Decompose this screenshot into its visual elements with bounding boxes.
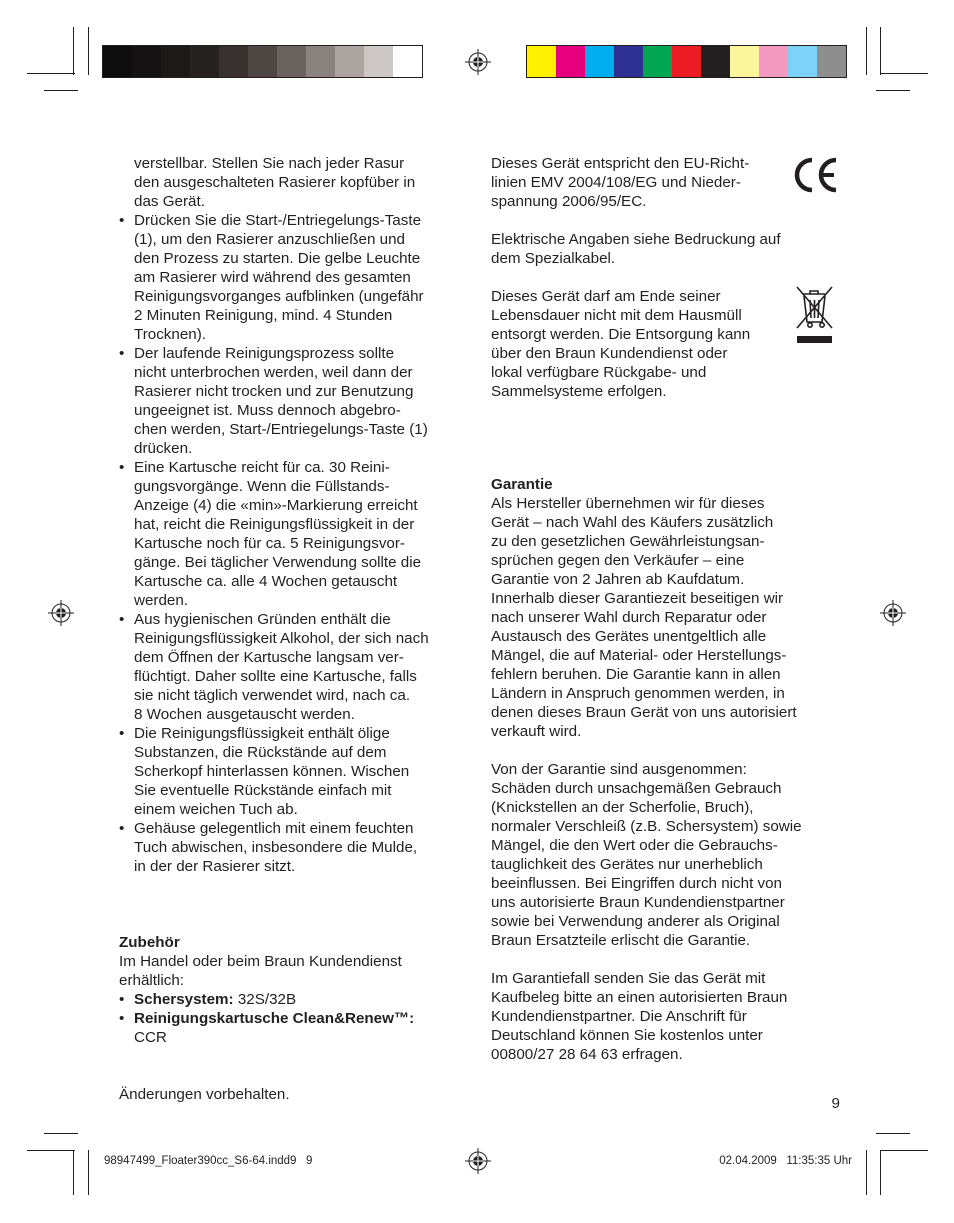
garantie-exclusions-paragraph [491, 760, 841, 950]
list-item [119, 819, 469, 876]
text-line: Im Garantiefall senden Sie das Gerät mit [491, 970, 766, 987]
garantie-paragraph [491, 494, 841, 741]
color-swatch [730, 46, 759, 77]
color-swatch [643, 46, 672, 77]
text-line: gänge. Bei täglicher Verwendung sollte die [134, 554, 422, 571]
crop-mark [880, 73, 928, 74]
text-line: den ausgeschalteten Rasierer kopfüber in [134, 174, 416, 191]
registration-mark-icon [880, 600, 906, 626]
registration-mark-icon [465, 1148, 491, 1174]
text-line: nach unserer Wahl durch Reparatur oder [491, 609, 767, 626]
accessory-label: • Reinigungskartusche Clean&Renew™: [134, 1010, 415, 1027]
text-line: Kaufbeleg bitte an einen autorisierten Braun [491, 989, 788, 1006]
text-line: drücken. [134, 440, 193, 457]
text-line: über den Braun Kundendienst oder [491, 345, 728, 362]
gray-swatch [190, 46, 219, 77]
text-line: gungsvorgänge. Wenn die Füllstands- [134, 478, 390, 495]
text-line: Austausch des Gerätes unentgeltlich alle [491, 628, 767, 645]
text-line: 8 Wochen ausgetauscht werden. [134, 706, 355, 723]
crop-mark [73, 1150, 74, 1195]
registration-mark-icon [48, 600, 74, 626]
gray-swatch [393, 46, 422, 77]
text-line: Reinigungsflüssigkeit Alkohol, der sich nach [134, 630, 429, 647]
text-line: nicht unterbrochen werden, weil dann der [134, 364, 413, 381]
text-line: 2 Minuten Reinigung, mind. 4 Stunden [134, 307, 393, 324]
page-number: 9 [831, 1095, 840, 1112]
gray-swatch [335, 46, 364, 77]
text-line: Elektrische Angaben siehe Bedruckung auf [491, 231, 781, 248]
garantie-section [491, 475, 841, 1064]
list-item [119, 990, 469, 1009]
crossed-out-bin-icon [794, 284, 836, 346]
crop-mark [88, 27, 89, 75]
text-line: entsorgt werden. Die Entsorgung kann [491, 326, 751, 343]
crop-mark [876, 90, 910, 91]
color-swatch [527, 46, 556, 77]
color-swatch [672, 46, 701, 77]
text-line: Mängel, die den Wert oder die Gebrauchs- [491, 837, 778, 854]
text-line: das Gerät. [134, 193, 205, 210]
text-line: (1), um den Rasierer anzuschließen und [134, 231, 405, 248]
text-line: den Prozess zu starten. Die gelbe Leuchte [134, 250, 421, 267]
section-heading-garantie: Garantie [491, 476, 553, 493]
text-line: • Der laufende Reinigungsprozess sollte [134, 345, 395, 362]
list-item [119, 344, 469, 458]
text-line: • Aus hygienischen Gründen enthält die [134, 611, 391, 628]
gray-swatch [277, 46, 306, 77]
color-swatch [788, 46, 817, 77]
text-line: dem Öffnen der Kartusche langsam ver- [134, 649, 404, 666]
text-line: Garantie von 2 Jahren ab Kaufdatum. [491, 571, 745, 588]
color-swatch [701, 46, 730, 77]
text-line: sprüchen gegen den Verkäufer – eine [491, 552, 745, 569]
text-line: am Rasierer wird während des gesamten [134, 269, 411, 286]
text-line: tauglichkeit des Gerätes nur unerheblich [491, 856, 763, 873]
text-line: Dieses Gerät darf am Ende seiner [491, 288, 721, 305]
text-line: Als Hersteller übernehmen wir für dieses [491, 495, 765, 512]
ce-mark-icon [791, 154, 839, 196]
text-line: • Drücken Sie die Start-/Entriegelungs-Taste [134, 212, 422, 229]
crop-mark [27, 73, 75, 74]
crop-mark [27, 1150, 75, 1151]
text-line: denen dieses Braun Gerät von uns autorisiert [491, 704, 797, 721]
text-line: beeinflussen. Bei Eingriffen durch nicht von [491, 875, 782, 892]
accessory-value: 32S/32B [233, 991, 297, 1008]
text-line: spannung 2006/95/EC. [491, 193, 647, 210]
text-line: Kundendienstpartner. Die Anschrift für [491, 1008, 747, 1025]
crop-mark [880, 1150, 928, 1151]
garantie-claim-paragraph [491, 969, 841, 1064]
changes-note: Änderungen vorbehalten. [119, 1086, 290, 1103]
list-item [119, 724, 469, 819]
text-line: Innerhalb dieser Garantiezeit beseitigen wir [491, 590, 784, 607]
text-line: dem Spezialkabel. [491, 250, 616, 267]
list-item [119, 458, 469, 610]
text-line: ungeeignet ist. Muss dennoch abgebro- [134, 402, 401, 419]
gray-swatch [248, 46, 277, 77]
text-line: • Eine Kartusche reicht für ca. 30 Reini- [134, 459, 390, 476]
text-line: uns autorisierte Braun Kundendienstpartner [491, 894, 785, 911]
crop-mark [866, 1150, 867, 1195]
color-bar [526, 45, 847, 78]
crop-mark [88, 1150, 89, 1195]
text-line: Reinigungsvorganges aufblinken (ungefähr [134, 288, 424, 305]
text-line: normaler Verschleiß (z.B. Schersystem) sowie [491, 818, 802, 835]
crop-mark [876, 1133, 910, 1134]
gray-swatch [219, 46, 248, 77]
gray-swatch [161, 46, 190, 77]
list-item [119, 610, 469, 724]
color-swatch [817, 46, 846, 77]
text-line: flüchtigt. Daher sollte eine Kartusche, falls [134, 668, 417, 685]
text-line: Trocknen). [134, 326, 207, 343]
electrical-paragraph [491, 230, 841, 268]
text-line: Schäden durch unsachgemäßen Gebrauch [491, 780, 782, 797]
text-line: 00800/27 28 64 63 erfragen. [491, 1046, 683, 1063]
text-line: Gerät – nach Wahl des Käufers zusätzlich [491, 514, 774, 531]
text-line: Braun Ersatzteile erlischt die Garantie. [491, 932, 751, 949]
accessory-label: Schersystem: [134, 991, 234, 1008]
footer-file-name: 98947499_Floater390cc_S6-64.indd9 9 [104, 1155, 313, 1167]
color-swatch [585, 46, 614, 77]
text-line: Ländern in Anspruch genommen werden, in [491, 685, 785, 702]
ce-paragraph [491, 154, 841, 211]
text-line: • Gehäuse gelegentlich mit einem feuchten [134, 820, 414, 837]
text-line: (Knickstellen an der Scherfolie, Bruch), [491, 799, 754, 816]
text-line: Kartusche ca. alle 4 Wochen getauscht [134, 573, 398, 590]
text-line: Substanzen, die Rückstände auf dem [134, 744, 387, 761]
list-item [119, 1009, 469, 1047]
text-line: Im Handel oder beim Braun Kundendienst [119, 953, 402, 970]
footer-timestamp: 02.04.2009 11:35:35 Uhr [719, 1155, 852, 1167]
crop-mark [880, 1150, 881, 1195]
intro-paragraph [119, 154, 469, 211]
text-line: Sie eventuelle Rückstände einfach mit [134, 782, 392, 799]
gray-swatch [364, 46, 393, 77]
crop-mark [44, 1133, 78, 1134]
text-line: einem weichen Tuch ab. [134, 801, 298, 818]
text-line: sowie bei Verwendung anderer als Original [491, 913, 780, 930]
text-line: linien EMV 2004/108/EG und Nieder- [491, 174, 741, 191]
text-line: • Die Reinigungsflüssigkeit enthält ölige [134, 725, 390, 742]
accessory-value: CCR [134, 1029, 167, 1046]
text-line: Rasierer nicht trocken und zur Benutzung [134, 383, 414, 400]
text-line: Von der Garantie sind ausgenommen: [491, 761, 747, 778]
text-line: Kartusche noch für ca. 5 Reinigungsvor- [134, 535, 405, 552]
text-line: chen werden, Start-/Entriegelungs-Taste (1) [134, 421, 428, 438]
text-line: lokal verfügbare Rückgabe- und [491, 364, 707, 381]
grayscale-bar [102, 45, 423, 78]
color-swatch [614, 46, 643, 77]
color-swatch [759, 46, 788, 77]
color-swatch [556, 46, 585, 77]
text-line: Anzeige (4) die «min»-Markierung erreicht [134, 497, 418, 514]
text-line: werden. [134, 592, 189, 609]
crop-mark [880, 27, 881, 75]
text-line: verstellbar. Stellen Sie nach jeder Rasur [134, 155, 405, 172]
text-line: Deutschland können Sie kostenlos unter [491, 1027, 763, 1044]
gray-swatch [306, 46, 335, 77]
crop-mark [866, 27, 867, 75]
registration-mark-icon [465, 49, 491, 75]
text-line: hat, reicht die Reinigungsflüssigkeit in der [134, 516, 415, 533]
text-line: Dieses Gerät entspricht den EU-Richt- [491, 155, 750, 172]
crop-mark [73, 27, 74, 75]
text-line: sie nicht täglich verwendet wird, nach ca. [134, 687, 411, 704]
crop-mark [44, 90, 78, 91]
text-line: verkauft wird. [491, 723, 582, 740]
text-line: erhältlich: [119, 972, 184, 989]
text-line: Sammelsysteme erfolgen. [491, 383, 667, 400]
text-line: Scherkopf hinterlassen können. Wischen [134, 763, 410, 780]
gray-swatch [132, 46, 161, 77]
gray-swatch [103, 46, 132, 77]
section-heading-zubehoer: Zubehör [119, 934, 180, 951]
text-line: zu den gesetzlichen Gewährleistungsan- [491, 533, 765, 550]
list-item [119, 211, 469, 344]
disposal-paragraph [491, 287, 841, 401]
text-line: Tuch abwischen, insbesondere die Mulde, [134, 839, 418, 856]
right-column [491, 154, 841, 401]
text-line: in der der Rasierer sitzt. [134, 858, 296, 875]
left-column [119, 154, 469, 1104]
text-line: fehlern beruhen. Die Garantie kann in allen [491, 666, 781, 683]
text-line: Lebensdauer nicht mit dem Hausmüll [491, 307, 742, 324]
text-line: Mängel, die auf Material- oder Herstellungs- [491, 647, 787, 664]
